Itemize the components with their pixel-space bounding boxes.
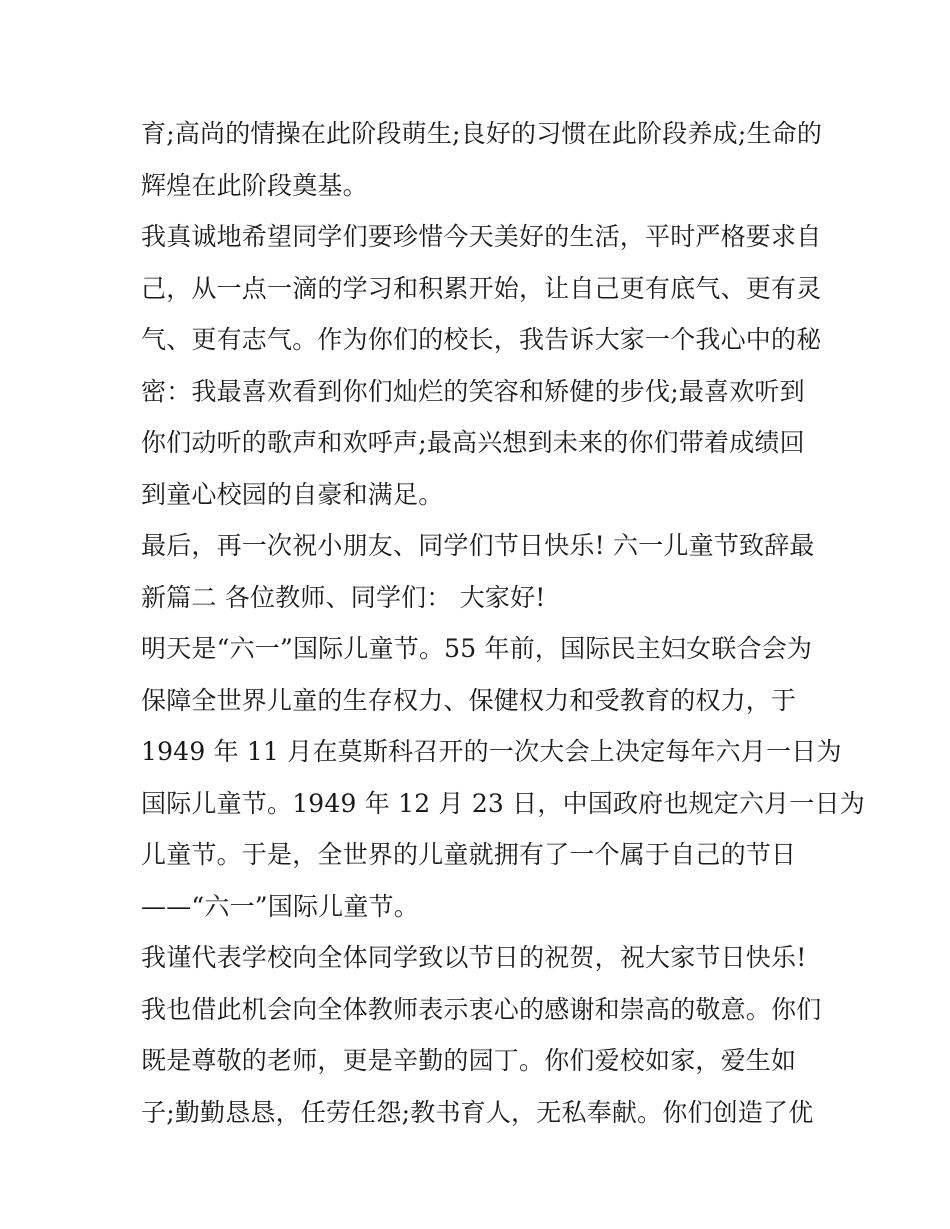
- text-line: 国际儿童节。1949 年 12 月 23 日，中国政府也规定六月一日为: [141, 788, 865, 818]
- text-line: 儿童节。于是，全世界的儿童就拥有了一个属于自己的节日: [141, 840, 797, 869]
- text-line: 到童心校园的自豪和满足。: [141, 479, 444, 509]
- text-line: 新篇二 各位教师、同学们： 大家好!: [141, 582, 546, 612]
- text-line: 气、更有志气。作为你们的校长，我告诉大家一个我心中的秘: [141, 325, 822, 354]
- text-line: 明天是“六一”国际儿童节。55 年前，国际民主妇女联合会为: [141, 634, 813, 663]
- text-line: 密：我最喜欢看到你们灿烂的笑容和矫健的步伐;最喜欢听到: [141, 376, 805, 406]
- text-line: 我真诚地希望同学们要珍惜今天美好的生活，平时严格要求自: [141, 222, 822, 251]
- text-line: 既是尊敬的老师，更是辛勤的园丁。你们爱校如家，爱生如: [141, 1046, 797, 1075]
- text-line: 育;高尚的情操在此阶段萌生;良好的习惯在此阶段养成;生命的: [141, 119, 823, 148]
- body-text: [141, 108, 865, 1138]
- text-line: 你们动听的歌声和欢呼声;最高兴想到未来的你们带着成绩回: [141, 428, 805, 457]
- text-line: 我也借此机会向全体教师表示衷心的感谢和崇高的敬意。你们: [141, 994, 822, 1024]
- text-line: 子;勤勤恳恳，任劳任怨;教书育人，无私奉献。你们创造了优: [141, 1097, 814, 1127]
- text-line: ——“六一”国际儿童节。: [141, 891, 419, 921]
- text-line: 己，从一点一滴的学习和积累开始，让自己更有底气、更有灵: [141, 273, 822, 303]
- text-line: 保障全世界儿童的生存权力、保健权力和受教育的权力，于: [141, 685, 797, 715]
- text-line: 我谨代表学校向全体同学致以节日的祝贺，祝大家节日快乐!: [141, 943, 807, 972]
- text-line: 1949 年 11 月在莫斯科召开的一次大会上决定每年六月一日为: [141, 737, 842, 766]
- text-line: 最后，再一次祝小朋友、同学们节日快乐! 六一儿童节致辞最: [141, 531, 815, 560]
- text-line: 辉煌在此阶段奠基。: [141, 170, 368, 200]
